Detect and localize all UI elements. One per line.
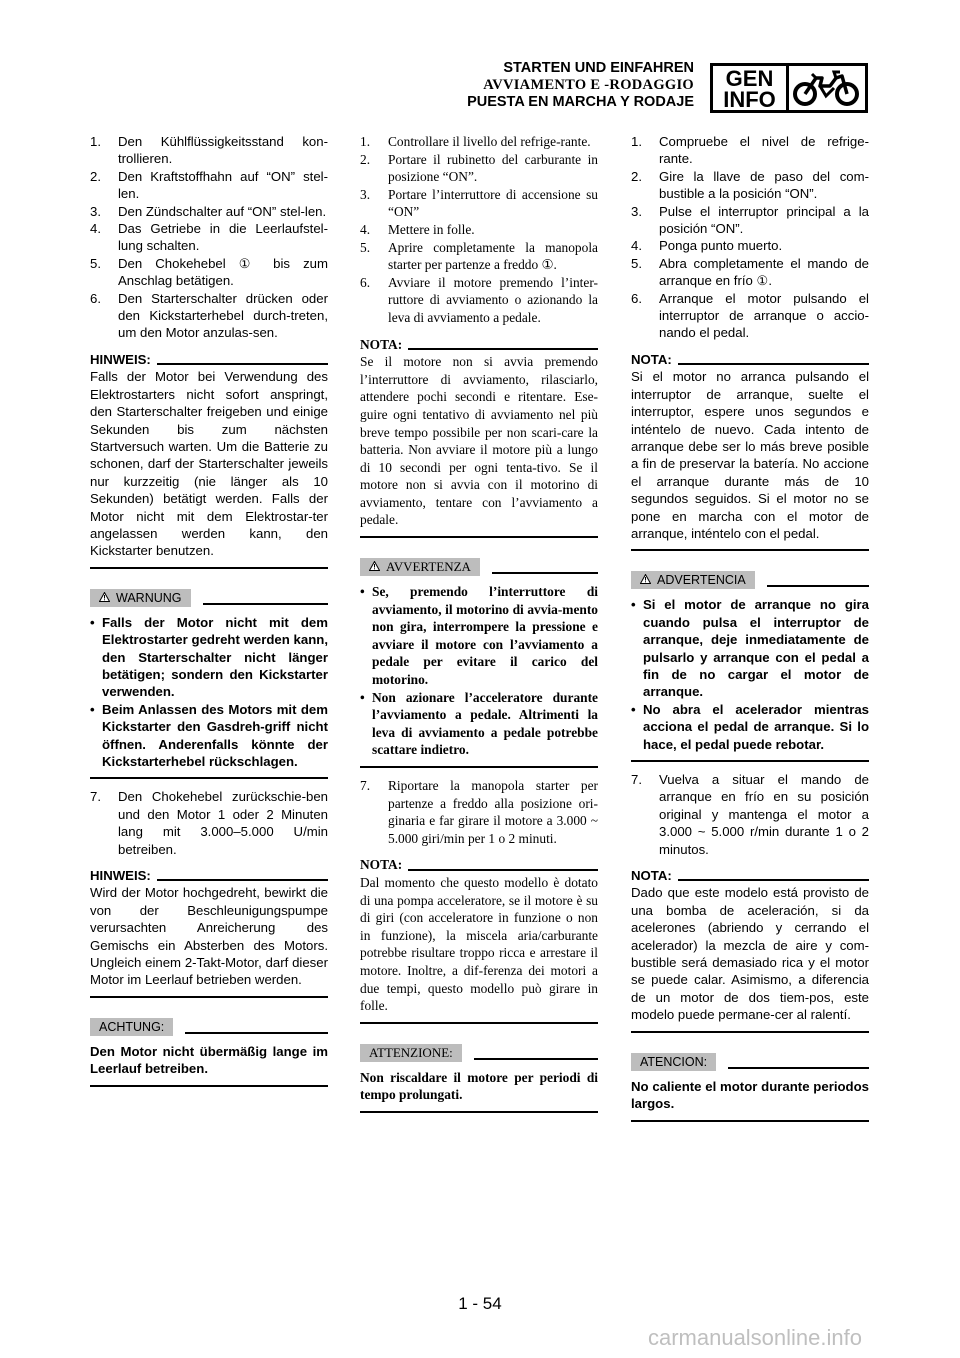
steps-list [631,133,869,342]
divider [631,549,869,551]
warning-badge [631,571,755,589]
divider [90,996,328,998]
note-block [631,867,869,1033]
note-text: Se il motore non si avvia premendo l’interruttore di avviamento, rilasciarlo, attendere pochi secondi e ritentare. Ese-guire ogni tentativo di avviamento nel più breve tempo possibile per non scari-care la batteria. Non avviare il motore più a lungo di 10 secondi per ogni tenta-tivo. Se il motore non si avvia con il motorino di avviamento, tentare con l’avviamento a pedale. [360,354,598,528]
list-item: 1. Den Kühlflüssigkeitsstand kon-trollieren. [90,134,328,167]
list-item: 3. Den Zündschalter auf “ON” stel-len. [90,203,327,219]
column-spanish [631,133,869,1122]
divider [157,879,328,881]
steps-list [360,133,598,327]
list-item: • No abra el acelerador mientras acciona el pedal de arranque. Si lo hace, el pedal puede rebotar. [631,701,869,752]
note-label: NOTA: [631,351,672,367]
section-line2: INFO [723,87,776,112]
watermark: carmanualsonline.info [647,1325,862,1350]
list-item: 4. Mettere in folle. [360,221,475,237]
section-label [713,66,789,110]
list-item: 4. Das Getriebe in die Leerlaufstel-lung schalten. [90,221,328,254]
column-german [90,133,328,1087]
title-it: AVVIAMENTO E -RODAGGIO [483,77,694,93]
warning-icon [369,559,380,575]
section-badge [710,63,868,113]
caution-badge: ATTENZIONE: [360,1044,462,1062]
note-block [360,336,598,539]
note-text: Dado que este modelo está provisto de una bomba de aceleración, si da acelerones (abriendo y cerrando el acelerador) la mezcla de aire y com-bustible será demasiado rica y el motor se puede calar. Asimismo, a diferencia de un motor de dos tiem-pos, este modelo puede permane-cer al ralentí. [631,885,869,1023]
list-item: 4. Ponga punto muerto. [631,238,783,254]
list-item: 7. Vuelva a situar el mando de arranque en frío en su posición original y mantenga el motor a 3.000 ~ 5.000 r/min durante 1 o 2 minutos. [631,772,869,857]
warning-label: AVVERTENZA [386,559,471,575]
warning-label: ADVERTENCIA [657,573,746,588]
list-item: 1. Compruebe el nivel de refrige-rante. [631,134,869,167]
caution-block [360,1044,598,1113]
caution-text: No caliente el motor durante periodos largos. [631,1078,869,1112]
list-item: • Beim Anlassen des Motors mit dem Kickstarter den Gasdreh-griff nicht öffnen. Anderenfalls könnte der Kickstarterhebel rückschlagen. [90,701,328,769]
divider [728,1067,869,1069]
note-label: NOTA: [631,868,672,884]
page-number: 1 - 54 [458,1294,502,1313]
list-item: 5. Den Chokehebel ① bis zum Anschlag betätigen. [90,255,328,289]
caution-block [90,1018,328,1087]
note-label: HINWEIS: [90,868,151,884]
list-item: 2. Portare il rubinetto del carburante in posizione “ON”. [360,151,598,185]
list-item: 7. Den Chokehebel zurückschie-ben und den Motor 1 oder 2 Minuten lang mit 3.000–5.000 U/min betreiben. [90,789,328,857]
list-item: • Si el motor de arranque no gira cuando pulsa el interruptor de arranque, deje inmediatamente de pulsarlo y arranque con el pedal a fin de no cargar el motor de arranque. [631,597,869,700]
warning-block [90,589,328,780]
divider [360,1111,598,1113]
divider [631,1120,869,1122]
section-line1: GEN [725,66,774,91]
list-item: 1. Controllare il livello del refrige-rante. [360,134,591,149]
header-titles [467,60,694,111]
caution-badge: ACHTUNG: [90,1018,173,1036]
list-item: 6. Den Starterschalter drücken oder den Kickstarterhebel durch-treten, um den Motor anzulas-sen. [90,290,328,341]
divider [678,363,869,365]
note-block [360,856,598,1023]
divider [360,766,598,768]
warning-icon [640,572,651,588]
divider [360,1022,598,1024]
warning-badge [90,589,191,607]
divider [90,567,328,569]
warning-icon [99,590,110,606]
divider [360,536,598,538]
list-item: 7. Riportare la manopola starter per partenze a freddo alla posizione ori-ginaria e far girare il motore a 3.000 ~ 5.000 giri/min per 1 o 2 minuti. [360,778,598,846]
list-item: 3. Portare l’interruttore di accensione su “ON” [360,186,598,220]
divider [203,603,328,605]
title-es: PUESTA EN MARCHA Y RODAJE [467,94,694,110]
note-block [90,351,328,569]
note-label: HINWEIS: [90,351,151,367]
list-item: • Se, premendo l’interruttore di avviamento, il motorino di avvia-mento non gira, interrompere la pressione e avviare il motore con l’avviamento a pedale per evitare il carico del motorino. [360,584,598,688]
caution-text: Non riscaldare il motore per periodi di tempo prolungati. [360,1069,598,1103]
list-item: 6. Arranque el motor pulsando el interruptor de arranque o accio-nando el pedal. [631,290,869,341]
divider [185,1032,328,1034]
motorcycle-icon [789,66,865,110]
list-item: • Non azionare l’acceleratore durante l’avviamento a pedale. Altrimenti la leva di avviamento a pedale potrebbe scattare indietro. [360,689,598,758]
list-item: 6. Avviare il motore premendo l’inter-ruttore di avviamento o azionando la leva di avviamento a pedale. [360,274,598,325]
list-item: 5. Abra completamente el mando de arranque en frío ①. [631,255,869,289]
caution-block [631,1053,869,1122]
warning-block [631,571,869,762]
divider [157,363,328,365]
note-text: Wird der Motor hochgedreht, bewirkt die von der Beschleunigungspumpe verursachten Anreicherung des Gemischs ein Absterben des Motors. Ungleich einem 2-Takt-Motor, darf dieser Motor im Leerlauf betrieben werden. [90,885,328,988]
list-item: 2. Den Kraftstoffhahn auf “ON” stel-len. [90,168,328,202]
list-item: 2. Gire la llave de paso del com-bustible a la posición “ON”. [631,168,869,202]
note-text: Dal momento che questo modello è dotato di una pompa acceleratore, se il motore è su di giri (con acceleratore in funzione o non in funzione), la miscela aria/carburante potrebbe risultare troppo ricca e arrestare il motore. Inoltre, a dif-ferenza dei motori a due tempi, questo modello può girare in folle. [360,874,598,1014]
note-block [90,867,328,998]
list-item: 5. Aprire completamente la manopola starter per partenze a freddo ①. [360,239,598,273]
divider [90,1085,328,1087]
warning-label: WARNUNG [116,590,182,605]
caution-text: Den Motor nicht übermäßig lange im Leerlauf betreiben. [90,1043,328,1077]
column-italian [360,133,598,1113]
divider [678,879,869,881]
divider [631,1031,869,1033]
divider [90,777,328,779]
steps-list [90,133,328,342]
divider [408,348,598,350]
divider [408,869,598,871]
divider [631,760,869,762]
warning-badge [360,558,480,576]
warning-block [360,558,598,768]
divider [767,585,869,587]
list-item: • Falls der Motor nicht mit dem Elektrostarter gedreht werden kann, den Starterschalter nicht länger betätigen; sondern den Kickstarter verwenden. [90,614,328,700]
note-text: Si el motor no arranca pulsando el interruptor de arranque, suelte el interruptor, espere unos segundos e inténtelo de nuevo. Cada intento de arranque debe ser lo más breve posible a fin de preservar la batería. No accione el arranque durante más de 10 segundos seguidos. Si el motor no se pone en marcha con el motor de arranque, inténtelo con el pedal. [631,369,869,541]
note-text: Falls der Motor bei Verwendung des Elektrostarters nicht sofort anspringt, den Starterschalter freigeben und einige Sekunden bis zum nächsten Startversuch warten. Um die Batterie zu schonen, darf der Starterschalter jeweils nur kurzzeitig (nie länger als 10 Sekunden) betätigt werden. Falls der Motor nicht mit dem Elektrostar-ter angelassen werden kann, den Kickstarter benutzen. [90,369,328,559]
title-de: STARTEN UND EINFAHREN [503,60,694,76]
caution-badge: ATENCION: [631,1053,716,1071]
list-item: 3. Pulse el interruptor principal a la posición “ON”. [631,203,869,237]
note-block [631,351,869,551]
divider [492,572,598,574]
divider [474,1058,598,1060]
note-label: NOTA: [360,857,403,873]
note-label: NOTA: [360,336,403,352]
